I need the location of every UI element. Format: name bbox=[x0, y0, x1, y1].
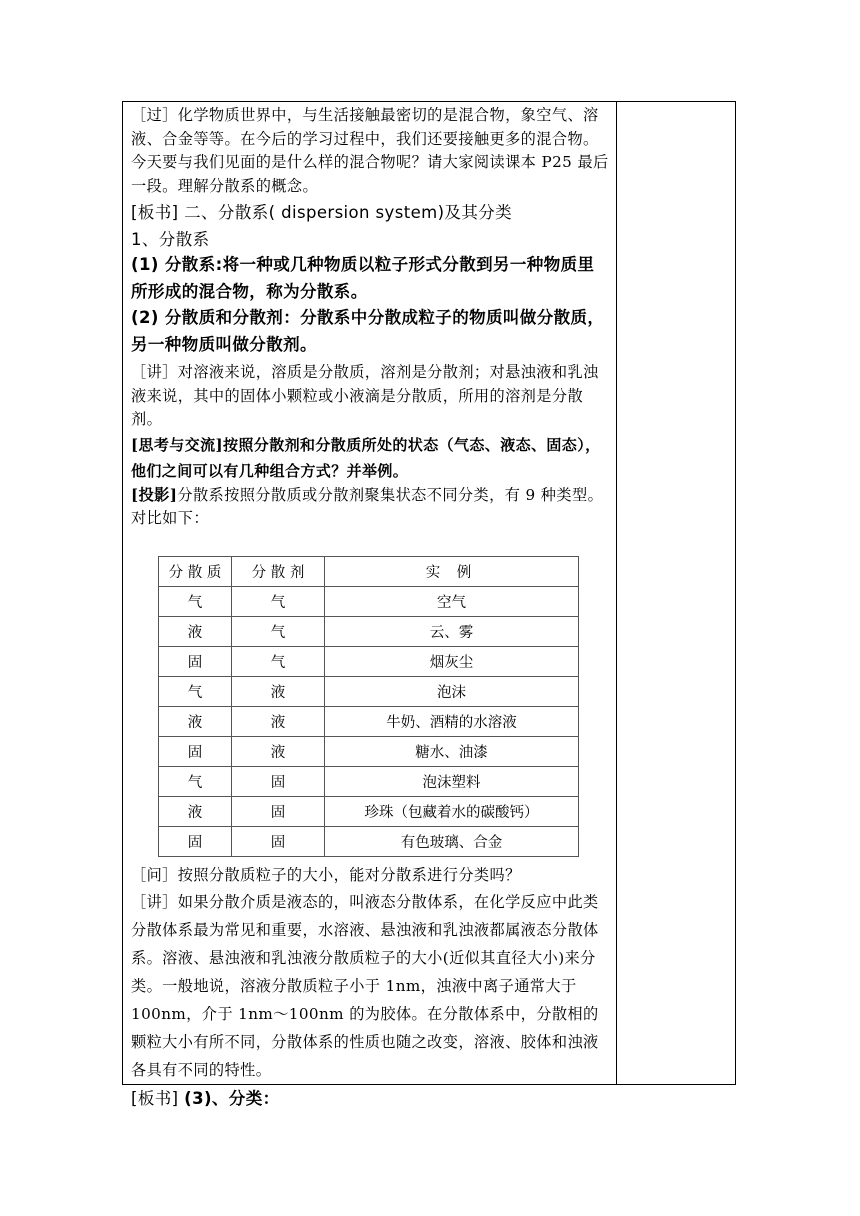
paragraph-discussion: [思考与交流]按照分散剂和分散质所处的状态（气态、液态、固态），他们之间可以有几种组合方式？并举例。 bbox=[131, 435, 601, 480]
cell-phase: 液 bbox=[159, 797, 232, 827]
cell-phase: 液 bbox=[159, 617, 232, 647]
cell-phase: 固 bbox=[159, 827, 232, 857]
cell-phase: 气 bbox=[159, 767, 232, 797]
header-dispersed-phase: 分 散 质 bbox=[159, 557, 232, 587]
table-row bbox=[159, 737, 579, 767]
cell-medium: 液 bbox=[232, 707, 325, 737]
table-row bbox=[159, 767, 579, 797]
cell-medium: 固 bbox=[232, 797, 325, 827]
cell-example: 珍珠（包藏着水的碳酸钙） bbox=[325, 797, 579, 827]
cell-example: 泡沫塑料 bbox=[325, 767, 579, 797]
cell-medium: 气 bbox=[232, 647, 325, 677]
header-example: 实 例 bbox=[325, 557, 579, 587]
cell-medium: 气 bbox=[232, 617, 325, 647]
board-tag: [板书] bbox=[131, 1088, 179, 1108]
table-row bbox=[159, 797, 579, 827]
header-dispersion-medium: 分 散 剂 bbox=[232, 557, 325, 587]
lesson-content bbox=[131, 104, 611, 531]
cell-medium: 固 bbox=[232, 767, 325, 797]
cell-medium: 液 bbox=[232, 737, 325, 767]
cell-phase: 固 bbox=[159, 737, 232, 767]
cell-example: 云、雾 bbox=[325, 617, 579, 647]
paragraph-projection bbox=[131, 484, 611, 531]
table-row bbox=[159, 827, 579, 857]
cell-phase: 液 bbox=[159, 707, 232, 737]
definition-phase-medium: (2) 分散质和分散剂：分散系中分散成粒子的物质叫做分散质，另一种物质叫做分散剂。 bbox=[131, 308, 605, 354]
cell-example: 糖水、油漆 bbox=[325, 737, 579, 767]
section-heading: 1、分散系 bbox=[131, 230, 210, 249]
table-header-row bbox=[159, 557, 579, 587]
board-heading: [板书] 二、分散系( dispersion system)及其分类 bbox=[131, 203, 513, 222]
projection-text: 分散系按照分散质或分散剂聚集状态不同分类，有 9 种类型。对比如下： bbox=[131, 485, 604, 527]
column-divider bbox=[616, 101, 617, 1085]
paragraph-lecture-1: ［讲］对溶液来说，溶质是分散质，溶剂是分散剂；对悬浊液和乳浊液来说，其中的固体小颗粒或小液滴是分散质，所用的溶剂是分散剂。 bbox=[131, 363, 599, 428]
cell-phase: 气 bbox=[159, 677, 232, 707]
cell-example: 牛奶、酒精的水溶液 bbox=[325, 707, 579, 737]
cell-medium: 液 bbox=[232, 677, 325, 707]
cell-medium: 固 bbox=[232, 827, 325, 857]
cell-medium: 气 bbox=[232, 587, 325, 617]
cell-example: 烟灰尘 bbox=[325, 647, 579, 677]
cell-phase: 气 bbox=[159, 587, 232, 617]
table-row bbox=[159, 677, 579, 707]
dispersion-types-table bbox=[158, 556, 579, 857]
cell-phase: 固 bbox=[159, 647, 232, 677]
cell-example: 有色玻璃、合金 bbox=[325, 827, 579, 857]
lesson-content-continued bbox=[131, 864, 611, 1111]
cell-example: 泡沫 bbox=[325, 677, 579, 707]
table-row bbox=[159, 587, 579, 617]
paragraph-question: ［问］按照分散质粒子的大小，能对分散系进行分类吗？ bbox=[131, 866, 521, 884]
paragraph-transition: ［过］化学物质世界中，与生活接触最密切的是混合物，象空气、溶液、合金等等。在今后的学习过程中，我们还要接触更多的混合物。今天要与我们见面的是什么样的混合物呢？请大家阅读课本 P25 最后一段。理解分散系的概念。 bbox=[131, 106, 609, 195]
classification-label: (3)、分类： bbox=[184, 1088, 280, 1108]
table-row bbox=[159, 707, 579, 737]
paragraph-lecture-2: ［讲］如果分散介质是液态的，叫液态分散体系，在化学反应中此类分散体系最为常见和重要，水溶液、悬浊液和乳浊液都属液态分散体系。溶液、悬浊液和乳浊液分散质粒子的大小(近似其直径大小)来分类。一般地说，溶液分散质粒子小于 1nm，浊液中离子通常大于 100nm，介于 1nm～100nm 的为胶体。在分散体系中，分散相的颗粒大小有所不同，分散体系的性质也随之改变，溶液、胶体和浊液各具有不同的特性。 bbox=[131, 892, 599, 1079]
board-classification bbox=[131, 1086, 611, 1111]
table-row bbox=[159, 617, 579, 647]
projection-tag: [投影] bbox=[131, 485, 178, 504]
cell-example: 空气 bbox=[325, 587, 579, 617]
definition-dispersion-system: (1) 分散系:将一种或几种物质以粒子形式分散到另一种物质里所形成的混合物，称为分散系。 bbox=[131, 255, 595, 301]
table-row bbox=[159, 647, 579, 677]
